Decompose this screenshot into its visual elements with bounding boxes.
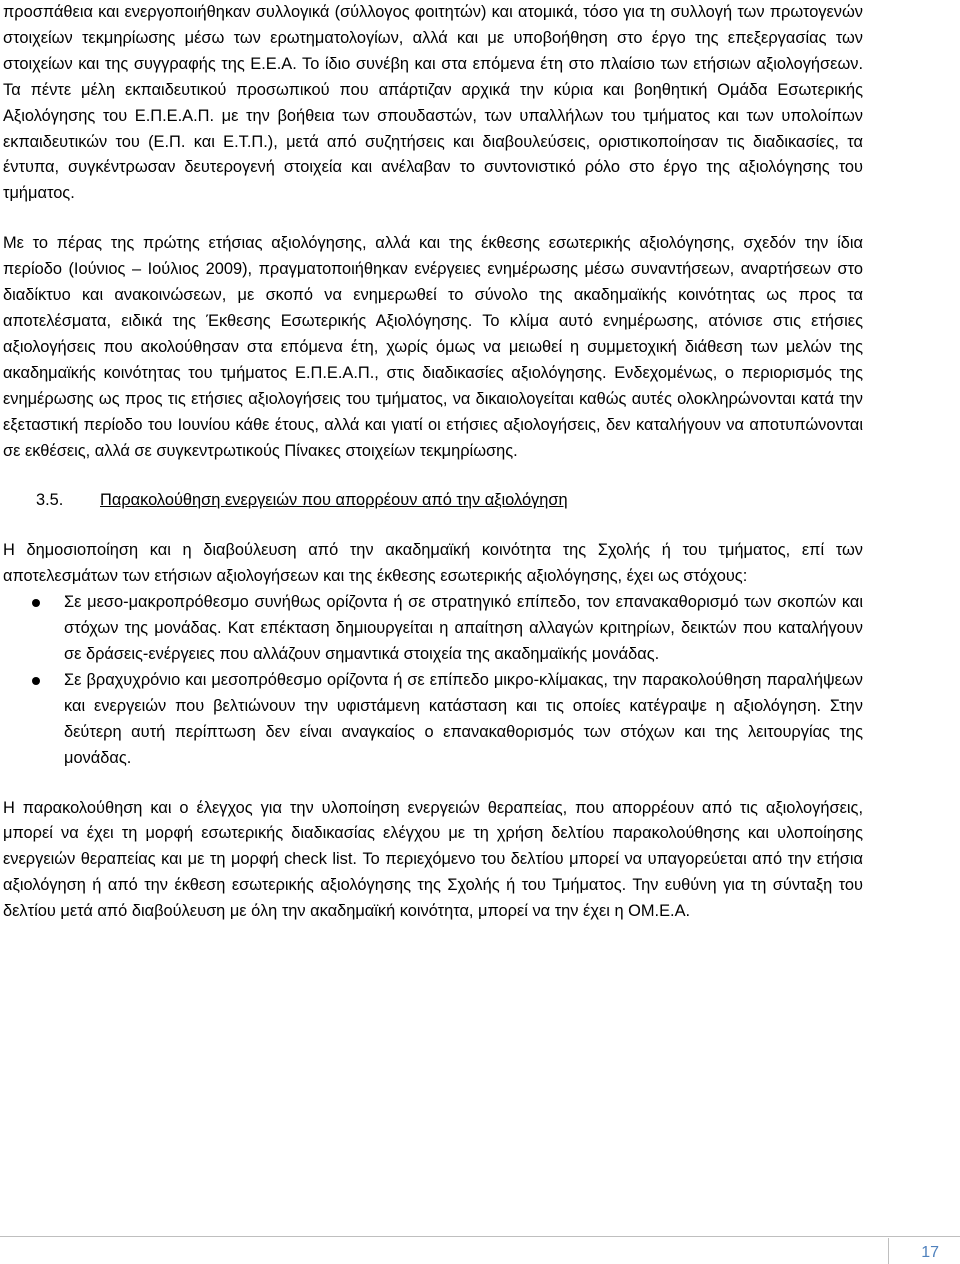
bullet-icon (32, 599, 40, 607)
paragraph-3: Η δημοσιοποίηση και η διαβούλευση από την ακαδημαϊκή κοινότητα της Σχολής ή του τμήματος, επί των αποτελεσμάτων των ετήσιων αξιολογήσεων και της έκθεσης εσωτερικής αξιολόγησης, έχει ως στόχους: (3, 541, 863, 586)
paragraph-2: Με το πέρας της πρώτης ετήσιας αξιολόγησης, αλλά και της έκθεσης εσωτερικής αξιολόγησης, σχεδόν την ίδια περίοδο (Ιούνιος – Ιούλιος 2009), πραγματοποιήθηκαν ενέργειες ενημέρωσης μέσω συναντήσεων, αναρτήσεων στο διαδίκτυο και ανακοινώσεων, με σκοπό να ενημερωθεί το σύνολο της ακαδημαϊκής κοινότητας ως προς τα αποτελέσματα, ειδικά της Έκθεσης Εσωτερικής Αξιολόγησης. Το κλίμα αυτό ενημέρωσης, ατόνισε στις ετήσιες αξιολογήσεις που ακολούθησαν στα επόμενα έτη, χωρίς όμως να μειωθεί η συμμετοχική διάθεση των μελών της ακαδημαϊκής κοινότητας του τμήματος Ε.Π.Ε.Α.Π., στις διαδικασίες αξιολόγησης. Ενδεχομένως, ο περιορισμός της ενημέρωσης ως προς τις ετήσιες αξιολογήσεις του τμήματος, να δικαιολογείται καθώς αυτές ολοκληρώνονται κατά την εξεταστική περίοδο του Ιουνίου κάθε έτους, αλλά και γιατί οι ετήσιες αξιολογήσεις, δεν καταλήγουν να αποτυπώνονται σε εκθέσεις, αλλά σε συγκεντρωτικούς Πίνακες στοιχείων τεκμηρίωσης. (3, 234, 863, 460)
list-item (3, 590, 863, 668)
bullet-icon (32, 677, 40, 685)
section-title: Παρακολούθηση ενεργειών που απορρέουν από την αξιολόγηση (100, 491, 568, 510)
paragraph-gap (3, 464, 863, 488)
list-item-text: Σε μεσο-μακροπρόθεσμο συνήθως ορίζοντα ή σε στρατηγικό επίπεδο, τον επανακαθορισμό των σκοπών και στόχων της μονάδας. Κατ επέκταση δημιουργείται η απαίτηση αλλαγών κριτηρίων, δεικτών που καταλήγουν σε δράσεις-ενέργειες που αλλάζουν σημαντικά στοιχεία της ακαδημαϊκής μονάδας. (64, 593, 863, 664)
paragraph-gap (3, 514, 863, 538)
footer-divider (0, 1236, 960, 1237)
paragraph-4: Η παρακολούθηση και ο έλεγχος για την υλοποίηση ενεργειών θεραπείας, που απορρέουν από τις αξιολογήσεις, μπορεί να έχει τη μορφή εσωτερικής διαδικασίας ελέγχου με τη χρήση δελτίου παρακολούθησης και υλοποίησης ενεργειών θεραπείας και με τη μορφή check list. Το περιεχόμενο του δελτίου μπορεί να υπαγορεύεται από την ετήσια αξιολόγηση ή από την έκθεση εσωτερικής αξιολόγησης της Σχολής ή του Τμήματος. Την ευθύνη για τη σύνταξη του δελτίου μετά από διαβούλευση με όλη την ακαδημαϊκή κοινότητα, μπορεί να την έχει η ΟΜ.Ε.Α. (3, 798, 863, 921)
section-heading (3, 488, 863, 514)
paragraph-1: προσπάθεια και ενεργοποιήθηκαν συλλογικά (σύλλογος φοιτητών) και ατομικά, τόσο για τη συλλογή των πρωτογενών στοιχείων τεκμηρίωσης μέσω των ερωτηματολογίων, αλλά και με υποβοήθηση στο έργο της επεξεργασίας των στοιχείων και της συγγραφής της Ε.Ε.Α. Το ίδιο συνέβη και στα επόμενα έτη στο πλαίσιο των ετήσιων αξιολογήσεων. Τα πέντε μέλη εκπαιδευτικού προσωπικού που απάρτιζαν αρχικά την κύρια και βοηθητική Ομάδα Εσωτερικής Αξιολόγησης του Ε.Π.Ε.Α.Π. με την βοήθεια των σπουδαστών, των υπαλλήλων του τμήματος και των υπολοίπων εκπαιδευτικών του (Ε.Π. και Ε.Τ.Π.), μετά από συζητήσεις και διαβουλεύσεις, οριστικοποίησαν τις διαδικασίες, τα έντυπα, συγκέντρωσαν δευτερογενή στοιχεία και ανέλαβαν το συντονιστικό ρόλο στο έργο της αξιολόγησης του τμήματος. (3, 3, 863, 203)
page-body (3, 0, 863, 925)
section-number: 3.5. (36, 491, 64, 510)
paragraph-gap (3, 772, 863, 796)
list-item (3, 668, 863, 772)
footer-vertical-divider (888, 1238, 889, 1264)
objectives-list (3, 590, 863, 771)
page-number: 17 (921, 1244, 939, 1261)
list-item-text: Σε βραχυχρόνιο και μεσοπρόθεσμο ορίζοντα ή σε επίπεδο μικρο-κλίμακας, την παρακολούθηση παραλήψεων και ενεργειών που βελτιώνουν την υφιστάμενη κατάσταση και τις οποίες κατέγραψε η αξιολόγηση. Στην δεύτερη αυτή περίπτωση δεν είναι αναγκαίος ο επανακαθορισμός των στόχων και της λειτουργίας της μονάδας. (64, 670, 863, 767)
paragraph-gap (3, 207, 863, 231)
